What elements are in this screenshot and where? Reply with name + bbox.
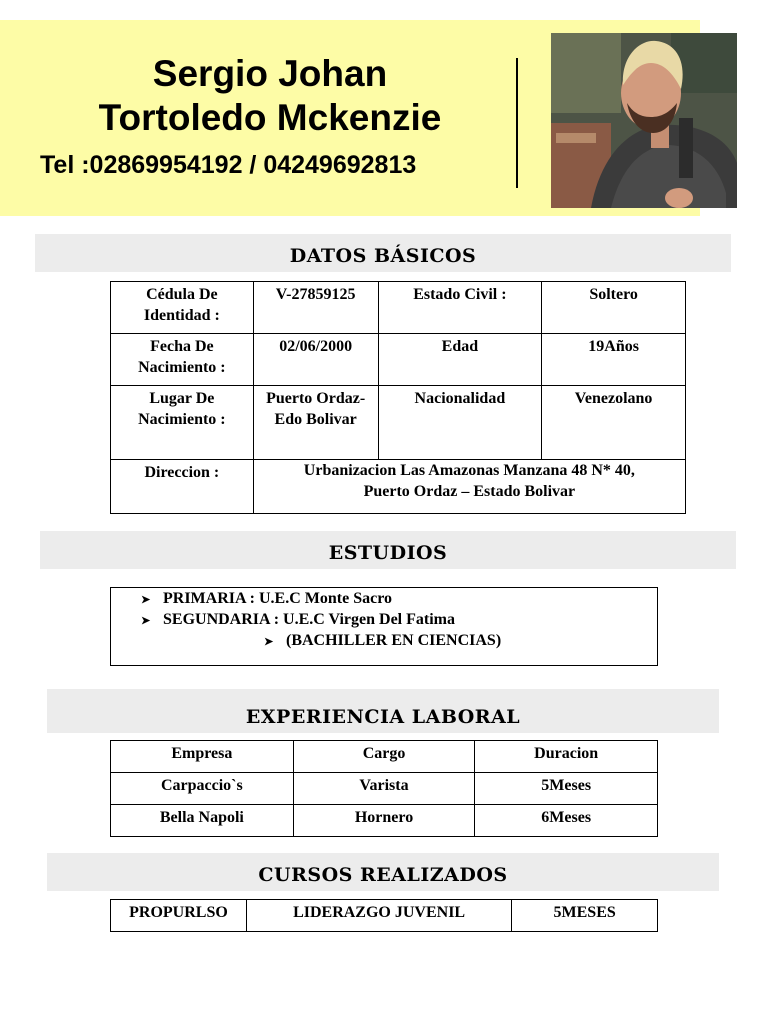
table-cell: Cédula De Identidad : (111, 282, 254, 334)
table-cell: Direccion : (111, 460, 254, 514)
study-text: PRIMARIA : U.E.C Monte Sacro (163, 590, 393, 607)
name-line-2: Tortoledo Mckenzie (98, 97, 442, 138)
table-cell: Hornero (293, 805, 475, 837)
table-cell: V-27859125 (253, 282, 378, 334)
table-header-cell: Empresa (111, 741, 294, 773)
arrow-bullet-icon: ➤ (141, 594, 151, 606)
arrow-bullet-icon: ➤ (141, 615, 151, 627)
section-courses-title: CURSOS REALIZADOS (47, 853, 719, 891)
phone-number: Tel :02869954192 / 04249692813 (40, 151, 417, 179)
list-item (264, 630, 501, 653)
table-cell: 02/06/2000 (253, 334, 378, 386)
arrow-bullet-icon: ➤ (264, 636, 274, 648)
table-cell: Venezolano (542, 386, 686, 460)
table-cell: 6Meses (475, 805, 658, 837)
table-row (111, 282, 686, 334)
table-row (111, 460, 686, 514)
candidate-name (0, 52, 540, 140)
table-row (111, 900, 658, 932)
table-row (111, 334, 686, 386)
profile-photo (551, 33, 737, 208)
table-cell: Nacionalidad (378, 386, 542, 460)
study-text: (BACHILLER EN CIENCIAS) (286, 632, 502, 649)
list-item (141, 588, 392, 611)
table-cell: Estado Civil : (378, 282, 542, 334)
table-cell: 5MESES (512, 900, 658, 932)
studies-box (110, 587, 658, 666)
table-cell: Soltero (542, 282, 686, 334)
section-basic-title: DATOS BÁSICOS (35, 234, 731, 272)
table-cell: Carpaccio`s (111, 773, 294, 805)
study-text: SEGUNDARIA : U.E.C Virgen Del Fatima (163, 611, 455, 628)
table-cell: LIDERAZGO JUVENIL (246, 900, 511, 932)
table-row (111, 773, 658, 805)
profile-photo-illustration (551, 33, 737, 208)
table-row (111, 805, 658, 837)
table-cell: Puerto Ordaz-Edo Bolivar (253, 386, 378, 460)
table-cell: 19Años (542, 334, 686, 386)
table-cell: Lugar De Nacimiento : (111, 386, 254, 460)
table-cell: 5Meses (475, 773, 658, 805)
table-header-cell: Duracion (475, 741, 658, 773)
table-row (111, 386, 686, 460)
name-line-1: Sergio Johan (152, 53, 388, 94)
table-cell: PROPURLSO (111, 900, 247, 932)
courses-table (110, 899, 658, 932)
table-cell: Bella Napoli (111, 805, 294, 837)
section-studies-title: ESTUDIOS (40, 531, 736, 569)
address-cell: Urbanizacion Las Amazonas Manzana 48 N* 40, Puerto Ordaz – Estado Bolivar (253, 460, 685, 514)
table-header-row (111, 741, 658, 773)
section-experience-title: EXPERIENCIA LABORAL (47, 689, 719, 733)
table-header-cell: Cargo (293, 741, 475, 773)
header-divider (516, 58, 518, 188)
table-cell: Fecha De Nacimiento : (111, 334, 254, 386)
table-cell: Edad (378, 334, 542, 386)
basic-data-table (110, 281, 686, 514)
table-cell: Varista (293, 773, 475, 805)
experience-table (110, 740, 658, 837)
list-item (141, 609, 455, 632)
